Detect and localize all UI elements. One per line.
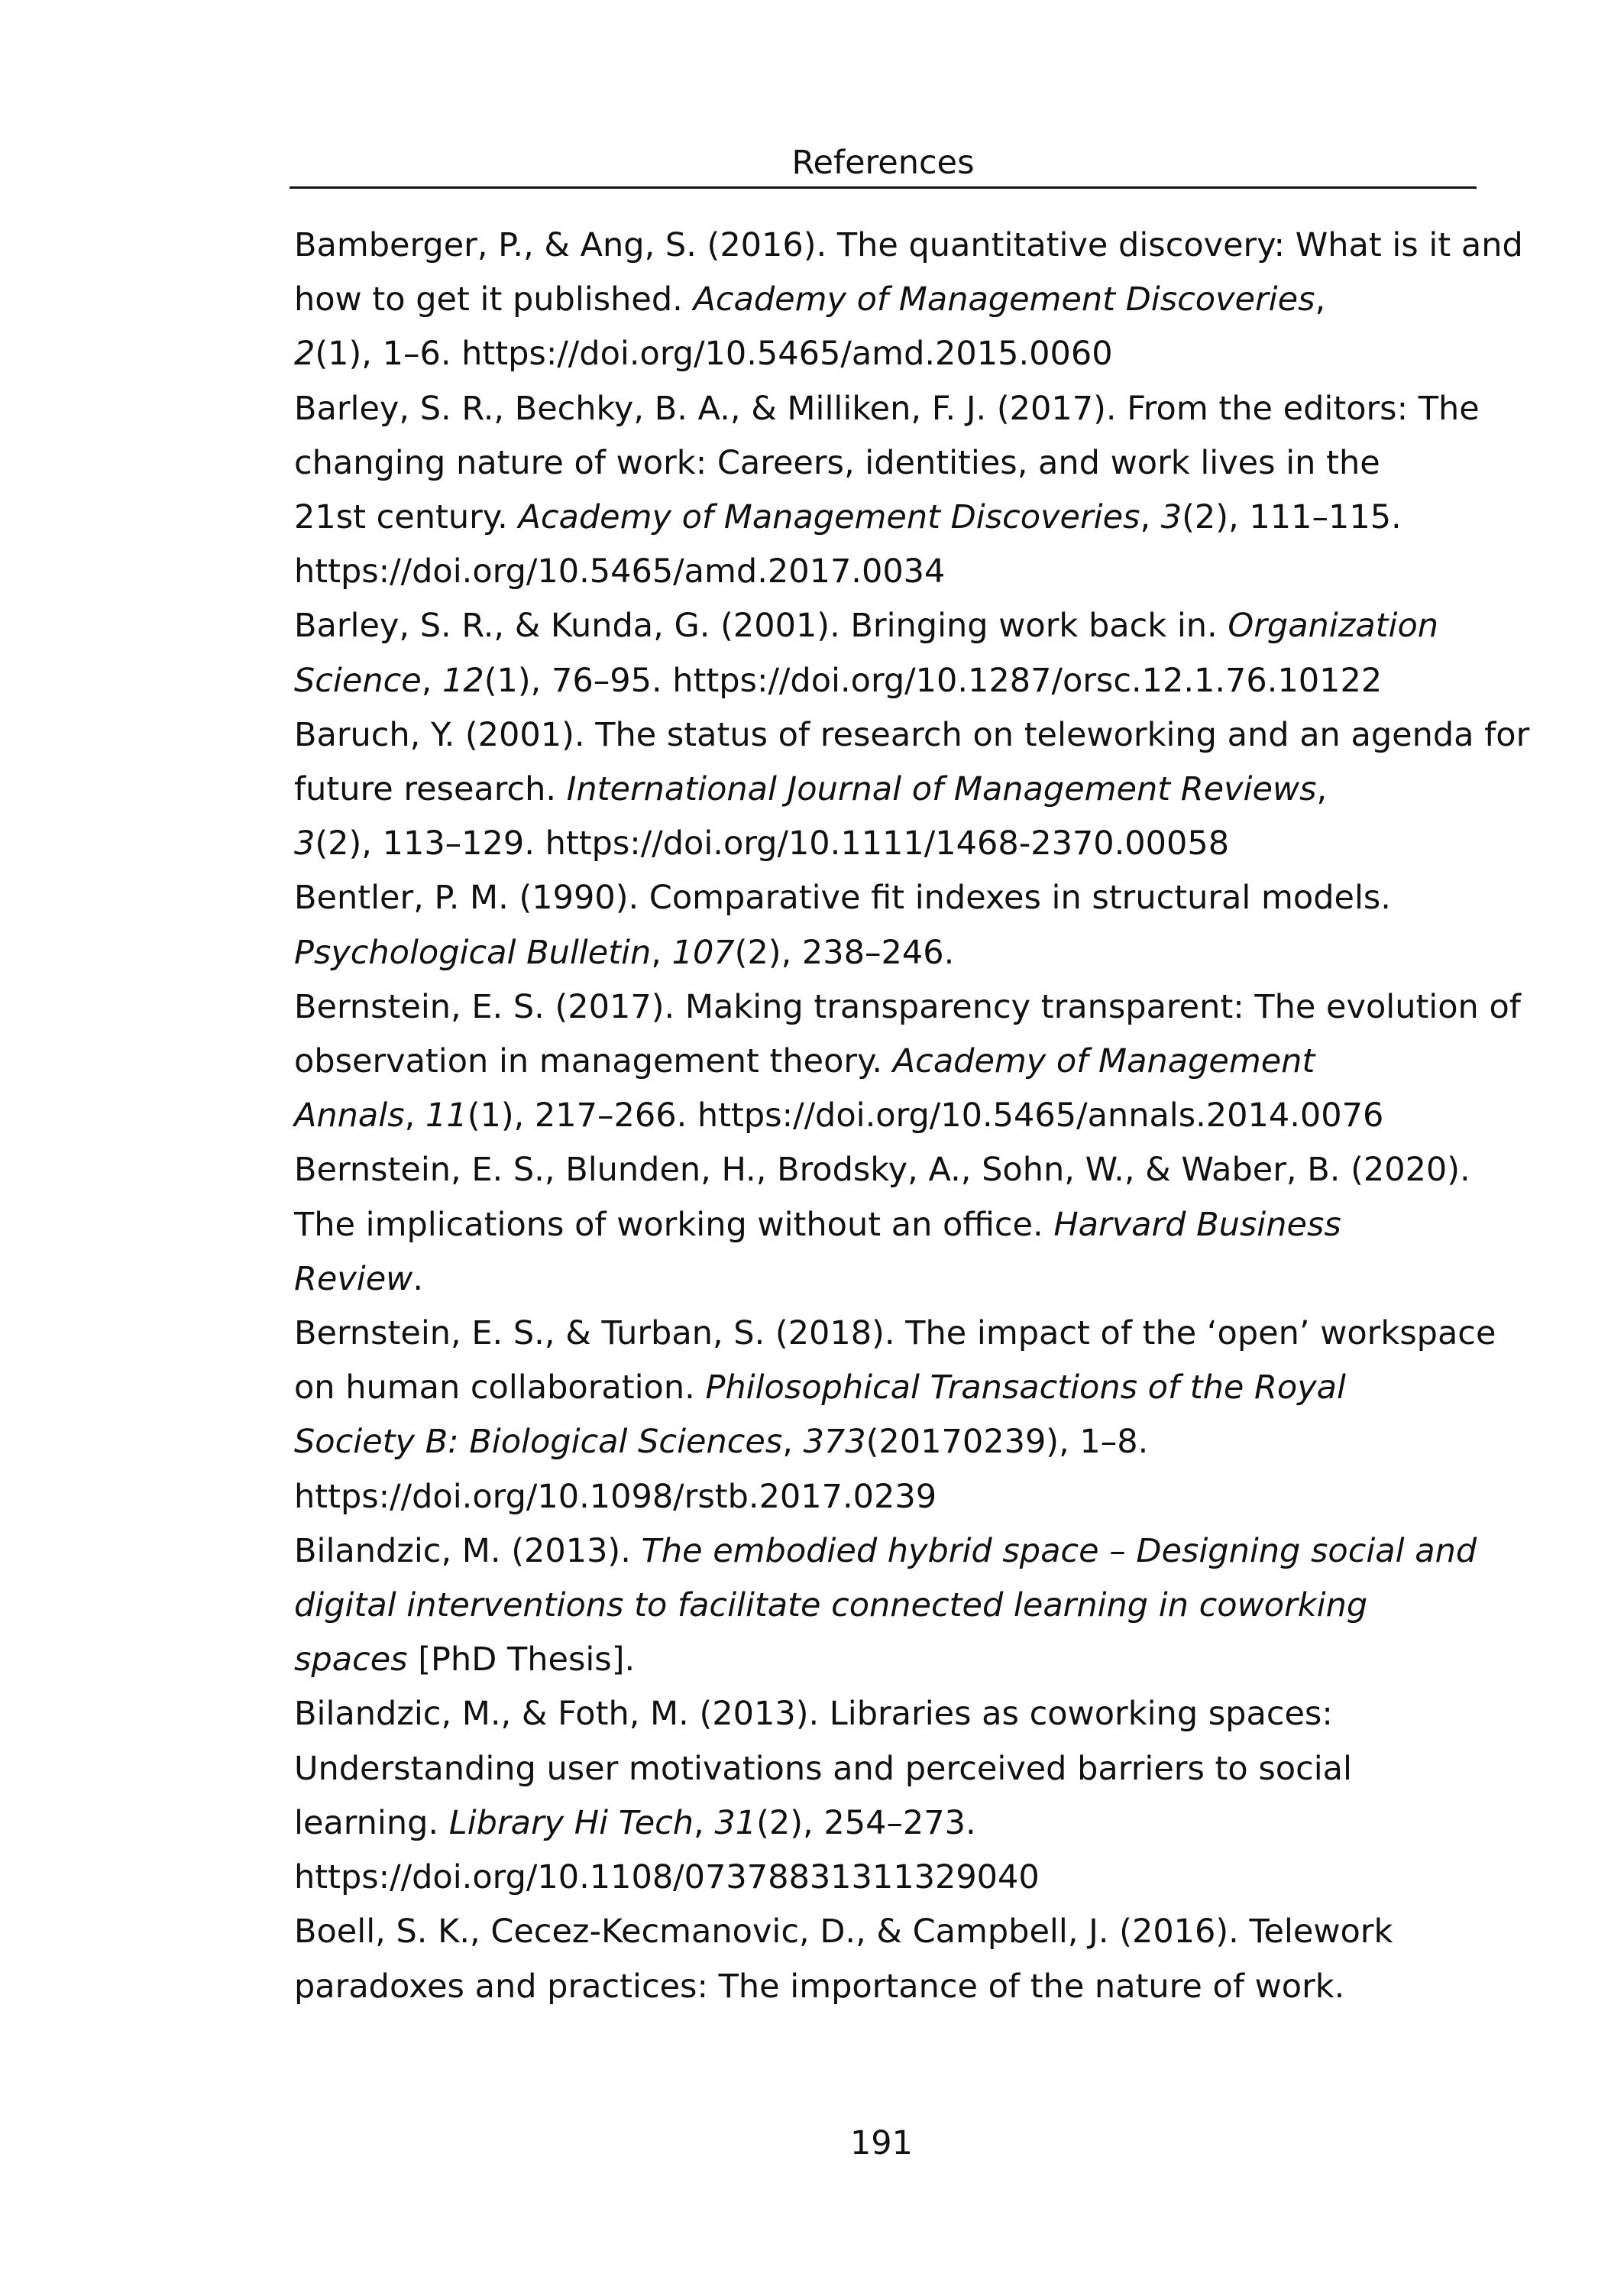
reference-entry	[294, 1524, 1509, 1688]
reference-italic-text: Review	[294, 1259, 413, 1298]
reference-italic-text: Society B: Biological Sciences	[294, 1423, 783, 1462]
reference-line	[294, 926, 1509, 980]
header-rule	[290, 186, 1477, 189]
reference-entry	[294, 1143, 1509, 1307]
reference-line	[294, 1579, 1509, 1633]
reference-line	[294, 382, 1509, 436]
reference-italic-text: Annals	[294, 1096, 405, 1135]
reference-italic-text: Library Hi Tech	[448, 1803, 694, 1842]
reference-text: 21st century.	[294, 498, 519, 537]
reference-line	[294, 871, 1509, 925]
reference-text: changing nature of work: Careers, identities, and work lives in the	[294, 443, 1380, 482]
reference-line	[294, 817, 1509, 871]
reference-entry	[294, 219, 1523, 382]
reference-entry	[294, 599, 1509, 708]
reference-italic-text: spaces	[294, 1640, 408, 1679]
reference-text: Bilandzic, M. (2013).	[294, 1531, 642, 1570]
reference-entry	[294, 1687, 1509, 1905]
reference-text: learning.	[294, 1803, 449, 1842]
reference-italic-text: 31	[714, 1803, 757, 1842]
reference-line	[294, 545, 1509, 599]
reference-text: observation in management theory.	[294, 1042, 893, 1081]
reference-text: https://doi.org/10.5465/amd.2017.0034	[294, 552, 946, 591]
reference-list	[294, 219, 1530, 2014]
reference-text: Bernstein, E. S., & Turban, S. (2018). The impact of the ‘open’ workspace	[294, 1314, 1496, 1353]
running-header: References	[791, 144, 975, 182]
reference-text: future research.	[294, 770, 567, 809]
reference-text: https://doi.org/10.1098/rstb.2017.0239	[294, 1477, 937, 1516]
reference-text: ,	[1316, 770, 1328, 809]
reference-entry	[294, 708, 1530, 872]
reference-italic-text: 12	[442, 661, 484, 700]
reference-text: ,	[1315, 280, 1326, 319]
reference-line	[294, 1415, 1509, 1469]
reference-line	[294, 1905, 1509, 1959]
reference-line	[294, 1851, 1509, 1905]
reference-text: ,	[421, 661, 443, 700]
reference-text: Bernstein, E. S., Blunden, H., Brodsky, A., Sohn, W., & Waber, B. (2020).	[294, 1151, 1470, 1190]
reference-italic-text: 11	[425, 1096, 467, 1135]
reference-italic-text: 3	[1160, 498, 1182, 537]
reference-text: paradoxes and practices: The importance of the nature of work.	[294, 1967, 1345, 2006]
reference-line	[294, 1687, 1509, 1741]
reference-italic-text: International Journal of Management Reviews	[566, 770, 1317, 809]
reference-text: https://doi.org/10.1108/07378831311329040	[294, 1858, 1040, 1897]
reference-line	[294, 708, 1530, 763]
reference-text: Bernstein, E. S. (2017). Making transparency transparent: The evolution of	[294, 987, 1521, 1026]
reference-italic-text: 2	[294, 335, 315, 374]
reference-line	[294, 599, 1509, 653]
reference-italic-text: Academy of Management	[892, 1042, 1315, 1081]
reference-text: (20170239), 1–8.	[865, 1423, 1149, 1462]
reference-text: (2), 113–129. https://doi.org/10.1111/1468-2370.00058	[315, 824, 1230, 863]
reference-line	[294, 1198, 1509, 1252]
reference-text: Bilandzic, M., & Foth, M. (2013). Libraries as coworking spaces:	[294, 1695, 1333, 1734]
reference-line	[294, 1361, 1509, 1415]
reference-line	[294, 1524, 1509, 1579]
reference-text: Bentler, P. M. (1990). Comparative fit indexes in structural models.	[294, 879, 1391, 918]
reference-italic-text: digital interventions to facilitate connected learning in coworking	[294, 1586, 1368, 1625]
reference-text: Bamberger, P., & Ang, S. (2016). The quantitative discovery: What is it and	[294, 226, 1523, 264]
reference-line	[294, 1035, 1509, 1089]
reference-line	[294, 654, 1509, 708]
reference-text: Baruch, Y. (2001). The status of research on teleworking and an agenda for	[294, 715, 1530, 754]
reference-text: Barley, S. R., & Kunda, G. (2001). Bringing work back in.	[294, 607, 1228, 646]
reference-text: (1), 1–6. https://doi.org/10.5465/amd.2015.0060	[315, 335, 1113, 374]
reference-line	[294, 980, 1521, 1035]
reference-line	[294, 1470, 1509, 1524]
reference-italic-text: Organization	[1228, 607, 1439, 646]
reference-line	[294, 1143, 1509, 1197]
reference-text: ,	[651, 933, 672, 972]
reference-italic-text: Academy of Management Discoveries	[693, 280, 1315, 319]
reference-text: The implications of working without an office.	[294, 1205, 1054, 1244]
reference-text: Barley, S. R., Bechky, B. A., & Milliken, F. J. (2017). From the editors: The	[294, 389, 1480, 428]
reference-text: ,	[404, 1096, 425, 1135]
reference-italic-text: 373	[803, 1423, 866, 1462]
reference-italic-text: Science	[294, 661, 422, 700]
reference-entry	[294, 980, 1521, 1144]
reference-line	[294, 1252, 1509, 1307]
reference-text: ,	[694, 1803, 715, 1842]
reference-text: Boell, S. K., Cecez-Kecmanovic, D., & Campbell, J. (2016). Telework	[294, 1912, 1393, 1951]
reference-italic-text: 107	[671, 933, 735, 972]
reference-line	[294, 491, 1509, 545]
reference-text: how to get it published.	[294, 280, 694, 319]
page-number: 191	[849, 2124, 914, 2162]
reference-line	[294, 273, 1509, 327]
reference-text: (2), 254–273.	[756, 1803, 976, 1842]
reference-italic-text: Academy of Management Discoveries	[518, 498, 1140, 537]
reference-text: ,	[782, 1423, 804, 1462]
reference-text: Understanding user motivations and perceived barriers to social	[294, 1749, 1352, 1788]
reference-entry	[294, 1307, 1509, 1524]
reference-entry	[294, 1905, 1509, 2013]
reference-line	[294, 436, 1509, 491]
reference-text: (1), 76–95. https://doi.org/10.1287/orsc.12.1.76.10122	[484, 661, 1383, 700]
reference-line	[294, 1960, 1509, 2014]
reference-line	[294, 1742, 1509, 1796]
reference-line	[294, 1633, 1509, 1687]
reference-text: [PhD Thesis].	[407, 1640, 636, 1679]
reference-line	[294, 1796, 1509, 1851]
reference-entry	[294, 382, 1509, 600]
reference-italic-text: Philosophical Transactions of the Royal	[705, 1368, 1346, 1407]
reference-italic-text: 3	[294, 824, 315, 863]
reference-line	[294, 327, 1509, 381]
reference-text: (1), 217–266. https://doi.org/10.5465/annals.2014.0076	[467, 1096, 1384, 1135]
reference-line	[294, 1307, 1509, 1361]
reference-italic-text: Psychological Bulletin	[294, 933, 652, 972]
reference-italic-text: The embodied hybrid space – Designing social and	[641, 1531, 1477, 1570]
reference-text: (2), 111–115.	[1182, 498, 1402, 537]
reference-line	[294, 1089, 1509, 1143]
reference-line	[294, 763, 1509, 817]
reference-text: .	[412, 1259, 424, 1298]
reference-line	[294, 219, 1523, 273]
reference-text: (2), 238–246.	[734, 933, 955, 972]
reference-entry	[294, 871, 1509, 980]
reference-text: ,	[1140, 498, 1161, 537]
reference-text: on human collaboration.	[294, 1368, 706, 1407]
reference-italic-text: Harvard Business	[1053, 1205, 1341, 1244]
